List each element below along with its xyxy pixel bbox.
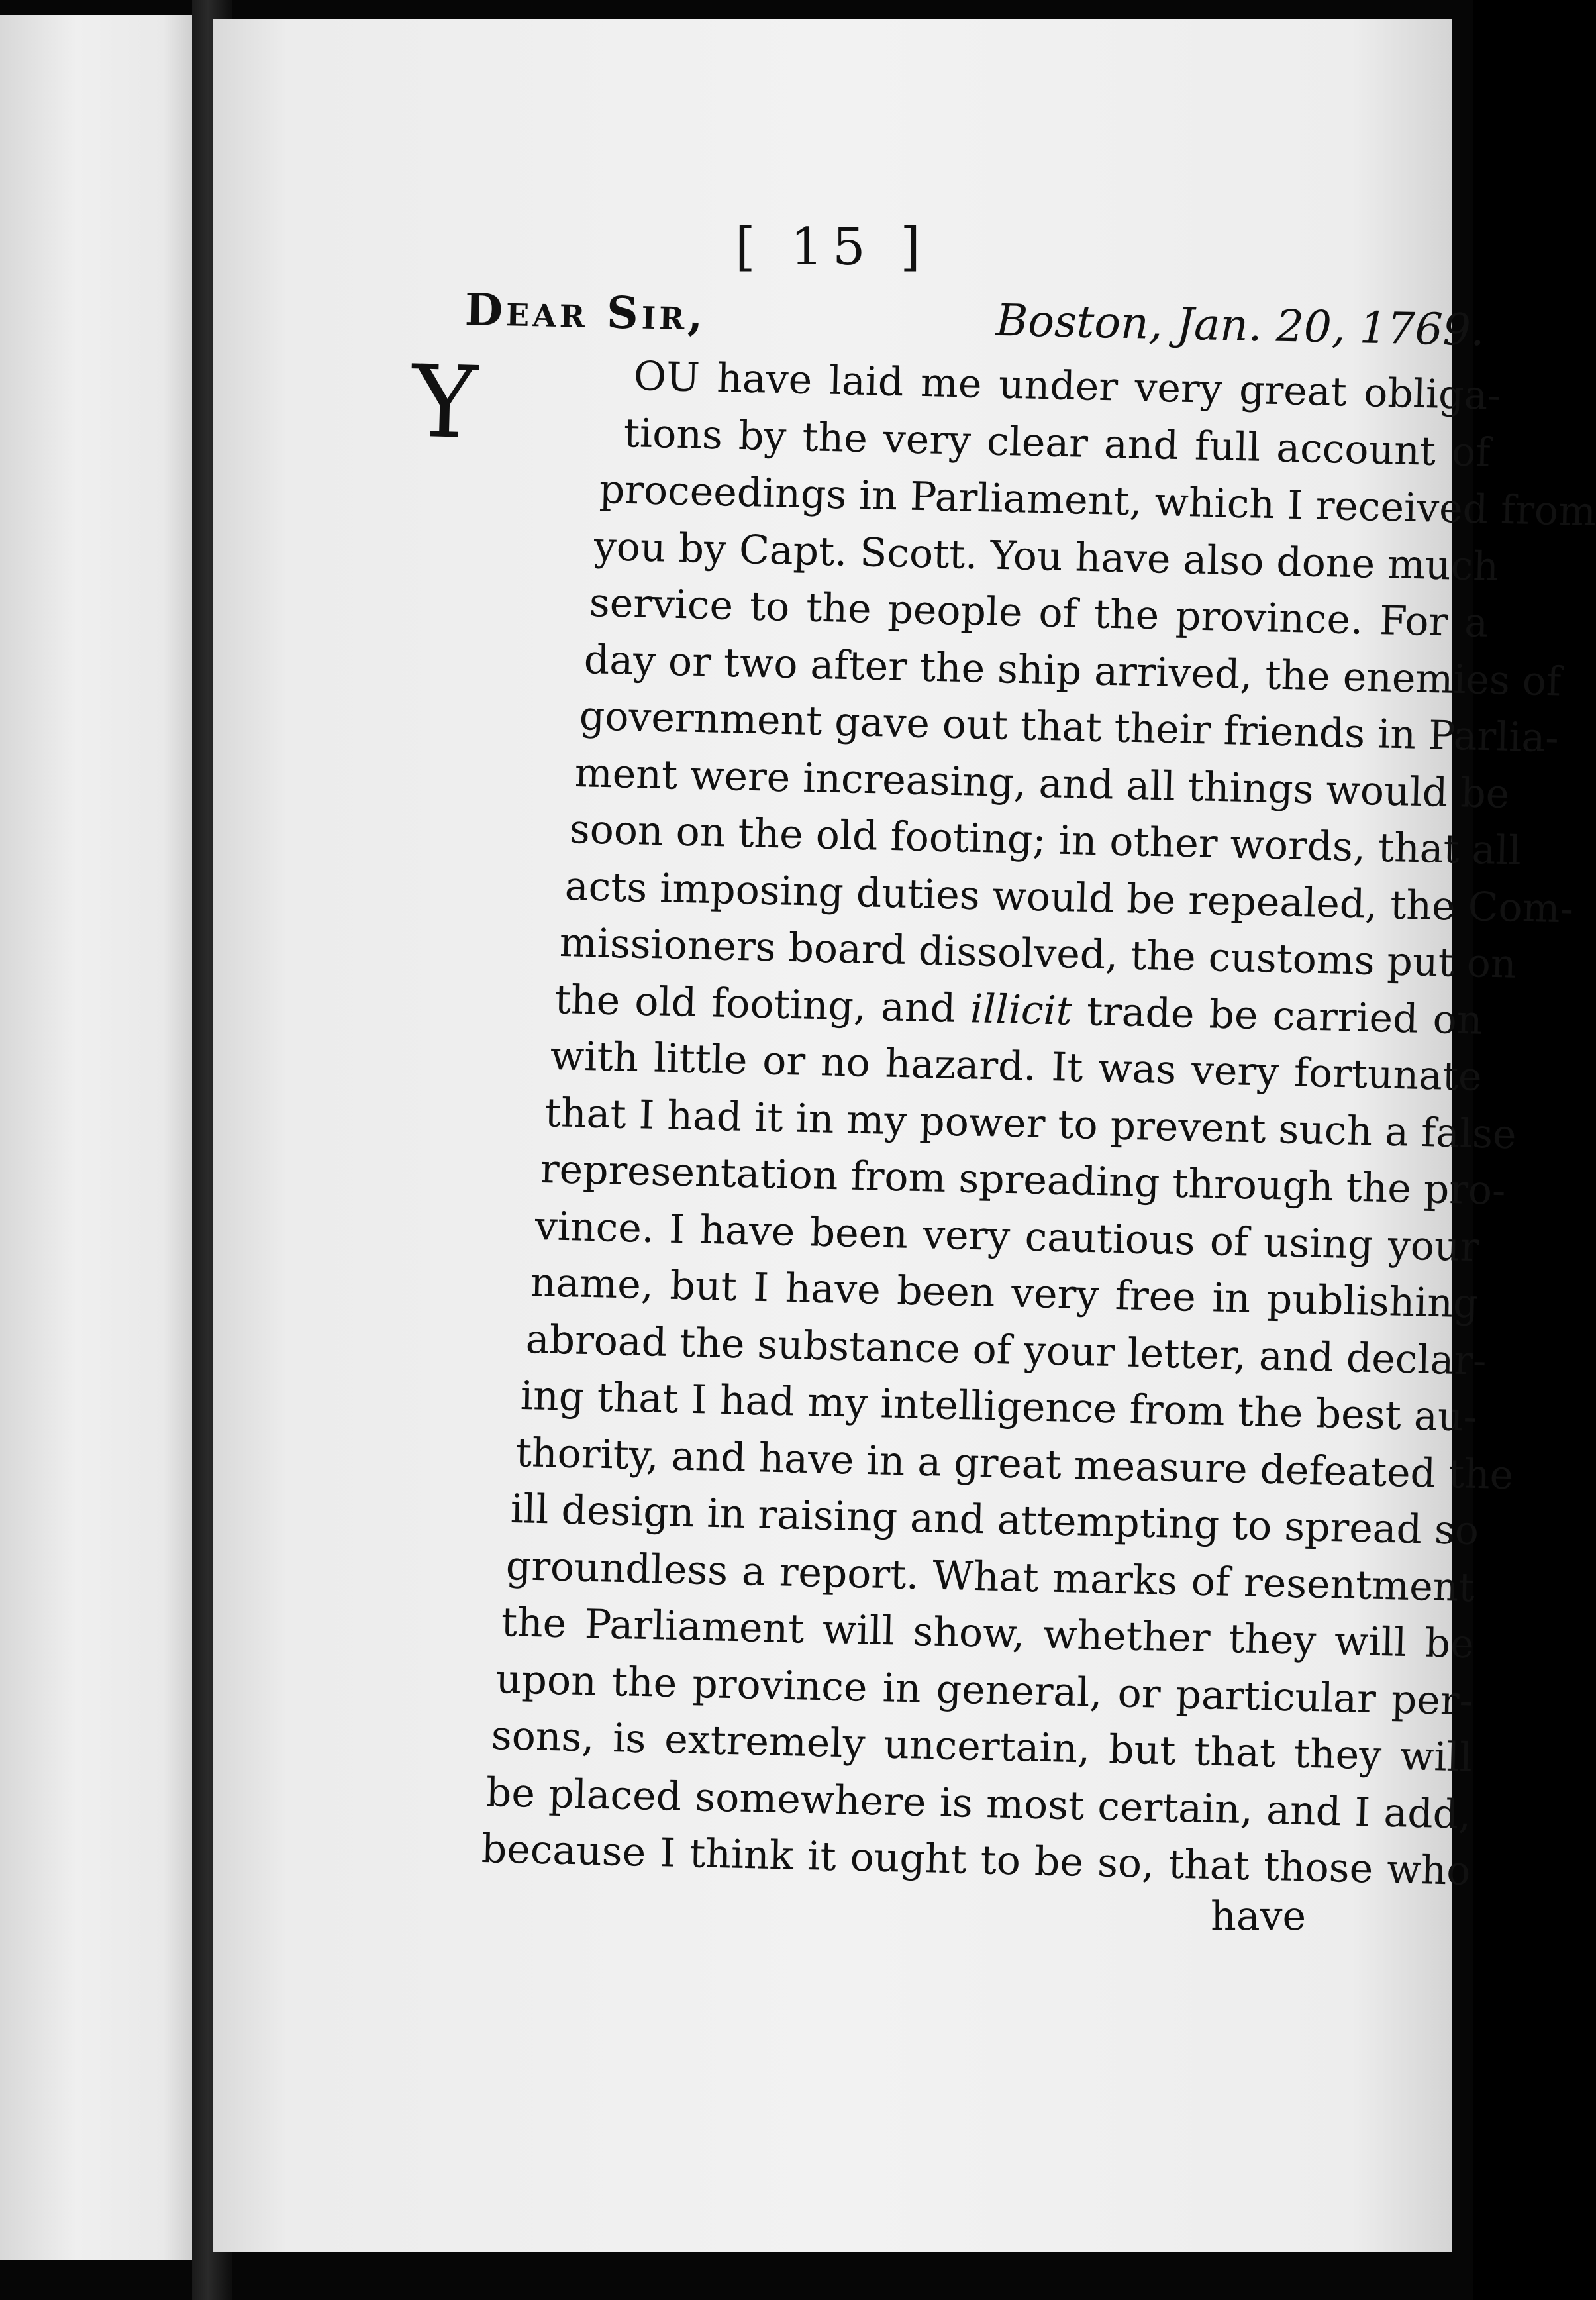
drop-cap: Y (410, 344, 479, 462)
text-line: ing that I had my intelligence from the best au- (520, 1373, 1477, 1441)
text-line: OU have laid me under very great obliga- (633, 353, 1502, 419)
text-line: you by Capt. Scott. You have also done much (593, 523, 1499, 590)
text-line: the Parliament will show, whether they will be (500, 1599, 1475, 1668)
text-line: thority, and have in a great measure defeated the (515, 1429, 1514, 1498)
text-line: government gave out that their friends in Parlia- (579, 693, 1560, 762)
text-line: with little or no hazard. It was very fortunate (549, 1033, 1483, 1100)
text-line: soon on the old footing; in other words, that all (569, 806, 1522, 874)
text-line: abroad the substance of your letter, and declar- (524, 1316, 1487, 1385)
text-line: name, but I have been very free in publishing (530, 1259, 1479, 1328)
letter-heading (464, 284, 1498, 357)
text-line: missioners board dissolved, the customs put on (559, 919, 1517, 988)
text-line: upon the province in general, or particular per- (495, 1655, 1473, 1724)
text-line: that I had it in my power to prevent such a false (544, 1089, 1517, 1158)
catchword: have (1211, 1893, 1306, 1940)
facing-page-edge (0, 15, 192, 2260)
text-line: because I think it ought to be so, that those who (481, 1826, 1471, 1895)
text-line: vince. I have been very cautious of using your (534, 1202, 1480, 1271)
text-line: representation from spreading through the pro- (540, 1146, 1506, 1215)
text-line: proceedings in Parliament, which I received from (598, 466, 1596, 536)
page-number: [ 15 ] (735, 217, 930, 277)
text-line: ill design in raising and attempting to spread so (510, 1486, 1480, 1555)
book-page (213, 19, 1596, 2252)
text-line: ment were increasing, and all things would be (574, 749, 1510, 817)
dateline: Boston, Jan. 20, 1769. (995, 294, 1485, 356)
place: Boston (995, 294, 1150, 349)
text-line: tions by the very clear and full account of (623, 409, 1491, 476)
text-line: the old footing, and illicit trade be carried on (554, 976, 1483, 1044)
text-line: groundless a report. What marks of resentment (505, 1542, 1475, 1611)
text-line: day or two after the ship arrived, the enemies of (583, 636, 1562, 705)
text-line: acts imposing duties would be repealed, the Com- (564, 863, 1574, 933)
date: Jan. 20, 1769. (1175, 298, 1485, 356)
text-line: sons, is extremely uncertain, but that they will (491, 1712, 1473, 1781)
salutation: Dear Sir, (464, 284, 707, 340)
text-line: service to the people of the province. For a (589, 580, 1489, 647)
text-line: be placed somewhere is most certain, and I add, (485, 1769, 1472, 1838)
page-text-block (213, 19, 1596, 2252)
